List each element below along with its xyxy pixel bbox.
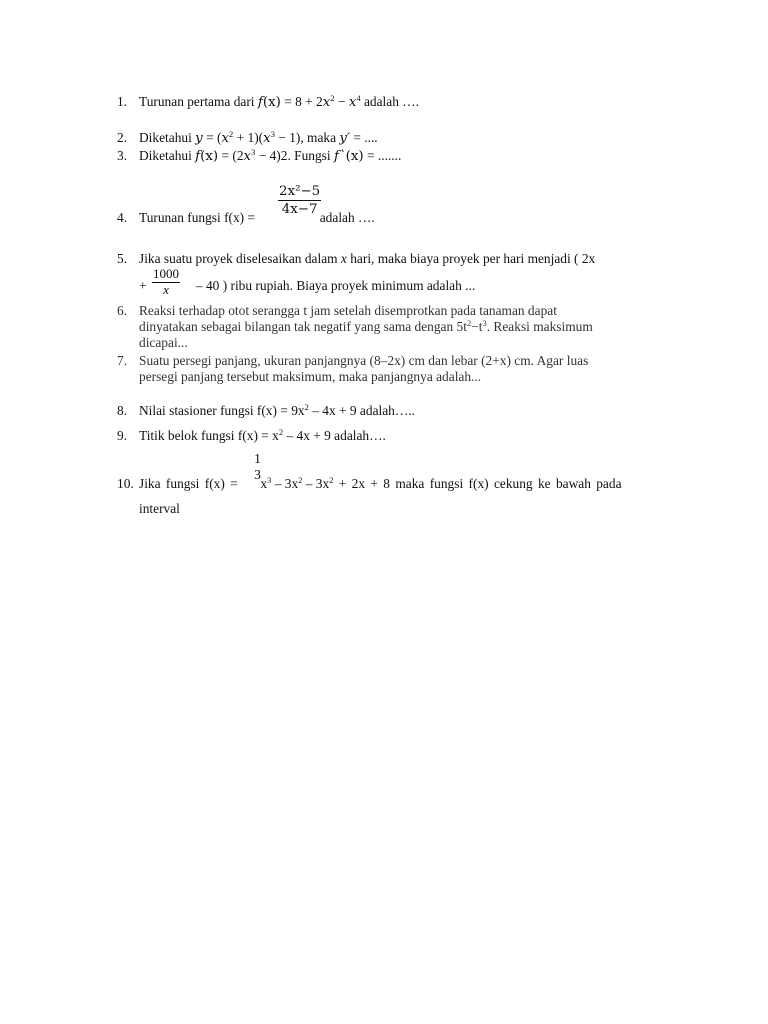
fraction-denominator: 3: [254, 468, 261, 483]
fraction-denominator: 4x−7: [281, 202, 318, 217]
question-number: 5.: [117, 251, 128, 266]
question-9: 9. Titik belok fungsi $f(x) = x^2 - 4x + 9$ adalah….: [117, 427, 386, 443]
question-7: 7. Suatu persegi panjang, ukuran panjangnya (8–2x) cm dan lebar (2+x) cm. Agar luas: [117, 353, 589, 368]
fraction-denominator: x: [163, 282, 169, 297]
question-6-line-3: dicapai...: [139, 335, 188, 350]
question-number: 8.: [117, 403, 128, 418]
q5-fraction: [152, 266, 180, 297]
question-number: 4.: [117, 210, 128, 225]
question-10-line-2: interval: [139, 501, 180, 516]
question-2: 2. Diketahui $y = (x^2 + 1)(x^3 - 1)$, maka y′ = ....: [117, 129, 378, 146]
question-10: 10. Jika fungsi $f(x) = x^3 - 3x^2 - 3x^2 + 2x + 8$ maka fungsi f(x) cekung ke bawah pada: [117, 475, 622, 491]
question-7-line-2: persegi panjang tersebut maksimum, maka panjangnya adalah...: [139, 369, 482, 384]
question-number: 6.: [117, 303, 128, 318]
question-number: 1.: [117, 94, 128, 109]
fraction-numerator: 1000: [153, 266, 179, 281]
question-5: 5. Jika suatu proyek diselesaikan dalam x hari, maka biaya proyek per hari menjadi ( 2x: [117, 251, 596, 266]
question-6: 6. Reaksi terhadap otot serangga t jam setelah disemprotkan pada tanaman dapat: [117, 303, 557, 318]
question-number: 7.: [117, 353, 128, 368]
fraction-numerator: 1: [254, 452, 261, 467]
question-4: 4. Turunan fungsi f(x) = adalah ….: [117, 210, 375, 225]
question-1: 1. Turunan pertama dari $f(x) = 8 + 2x^2 - x^4$ adalah ….: [117, 93, 419, 110]
question-5-line-2: + – 40 ) ribu rupiah. Biaya proyek minimum adalah ...: [139, 278, 476, 293]
question-number: 3.: [117, 148, 128, 163]
question-8: 8. Nilai stasioner fungsi $f(x) = 9x^2 - 4x + 9$ adalah…..: [117, 402, 415, 418]
question-3: 3. Diketahui $f(x) = (2x^3 - 4)2$. Fungsi fˋ(x) = .......: [117, 147, 402, 164]
question-number: 2.: [117, 130, 128, 145]
question-number: 9.: [117, 428, 128, 443]
question-6-line-2: dinyatakan sebagai bilangan tak negatif yang sama dengan $5t^2-t^3$. Reaksi maksimum: [139, 318, 593, 334]
fraction-numerator: 2x²−5: [279, 184, 321, 199]
question-number: 10.: [117, 476, 134, 491]
